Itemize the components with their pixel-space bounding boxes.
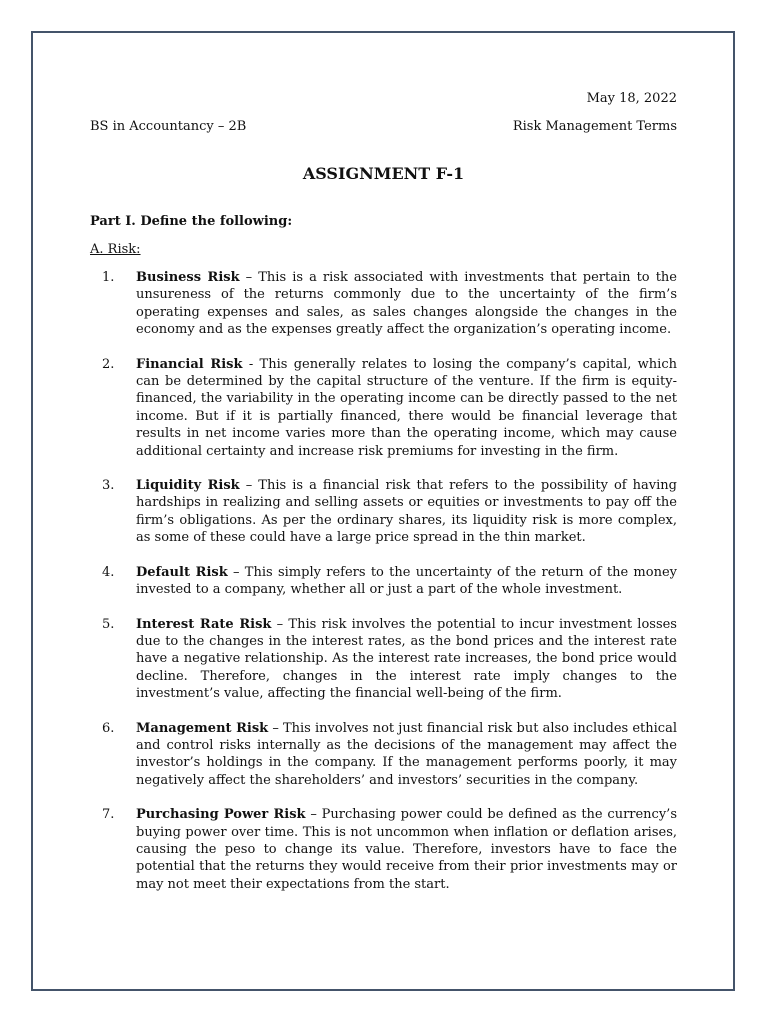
risk-list — [90, 269, 677, 893]
document-meta-row — [90, 118, 677, 138]
risk-term: Business Risk — [136, 270, 240, 285]
document-body — [90, 90, 677, 910]
risk-term: Liquidity Risk — [136, 478, 240, 494]
risk-definition — [136, 477, 677, 547]
risk-number: 3. — [102, 478, 115, 494]
risk-item-business — [90, 269, 677, 339]
risk-number: 7. — [102, 807, 115, 823]
risk-number: 1. — [102, 270, 115, 285]
risk-item-purchasing-power — [90, 806, 677, 893]
risk-item-management — [90, 720, 677, 790]
risk-number: 2. — [102, 356, 115, 372]
risk-text: – This involves not just financial risk but also includes ethical and control risks internally as the decisions of the management may affect the investor’s holdings in the company. If the management performs poorly, it may negatively affect the shareholders’ and investors’ securities in the company. — [136, 720, 677, 788]
subject-label: Risk Management Terms — [512, 119, 677, 134]
risk-definition — [136, 616, 677, 703]
risk-number: 4. — [102, 564, 115, 580]
risk-item-default — [90, 564, 677, 599]
risk-text: – This is a risk associated with investments that pertain to the unsureness of the returns commonly due to the uncertainty of the firm’s operating expenses and sales, as sales changes alongside the changes in the economy and as the expenses greatly affect the organization’s operating income. — [136, 270, 677, 338]
document-date: May 18, 2022 — [586, 91, 677, 106]
risk-text: – This is a financial risk that refers to the possibility of having hardships in realizing and selling assets or equities or investments to pay off the firm’s obligations. As per the ordinary shares, its liquidity risk is more complex, as some of these could have a large price spread in the thin market. — [136, 478, 677, 546]
risk-definition — [136, 564, 677, 599]
risk-item-interest-rate — [90, 616, 677, 703]
risk-text: - This generally relates to losing the company’s capital, which can be determined by the capital structure of the venture. If the firm is equity-financed, the variability in the operating income can be directly passed to the net income. But if it is partially financed, there would be financial leverage that results in net income varies more than the operating income, which may cause additional certainty and increase risk premiums for investing in the firm. — [136, 356, 677, 459]
risk-text: – This simply refers to the uncertainty of the return of the money invested to a company, whether all or just a part of the whole investment. — [136, 564, 677, 598]
risk-definition — [136, 806, 677, 893]
risk-item-financial — [90, 356, 677, 460]
risk-text: – Purchasing power could be defined as the currency’s buying power over time. This is not uncommon when inflation or deflation arises, causing the peso to change its value. Therefore, investors have to face the potential that the returns they would receive from their prior investments may or may not meet their expectations from the start. — [136, 807, 677, 892]
risk-definition — [136, 356, 677, 460]
part-heading: Part I. Define the following: — [90, 214, 293, 229]
risk-term: Interest Rate Risk — [136, 616, 272, 632]
risk-term: Default Risk — [136, 564, 228, 580]
risk-term: Management Risk — [136, 720, 269, 736]
risk-number: 5. — [102, 616, 115, 632]
assignment-title: ASSIGNMENT F-1 — [302, 164, 465, 183]
risk-text: – This risk involves the potential to incur investment losses due to the changes in the interest rates, as the bond prices and the interest rate have a negative relationship. As the interest rate increases, the bond price would decline. Therefore, changes in the interest rate imply changes to the investment’s value, affecting the financial well-being of the firm. — [136, 616, 677, 702]
section-heading: A. Risk: — [90, 242, 141, 257]
risk-term: Financial Risk — [136, 356, 243, 372]
risk-term: Purchasing Power Risk — [136, 807, 306, 823]
risk-item-liquidity — [90, 477, 677, 547]
course-label: BS in Accountancy – 2B — [90, 119, 247, 134]
risk-definition — [136, 269, 677, 339]
risk-number: 6. — [102, 720, 115, 736]
risk-definition — [136, 720, 677, 790]
